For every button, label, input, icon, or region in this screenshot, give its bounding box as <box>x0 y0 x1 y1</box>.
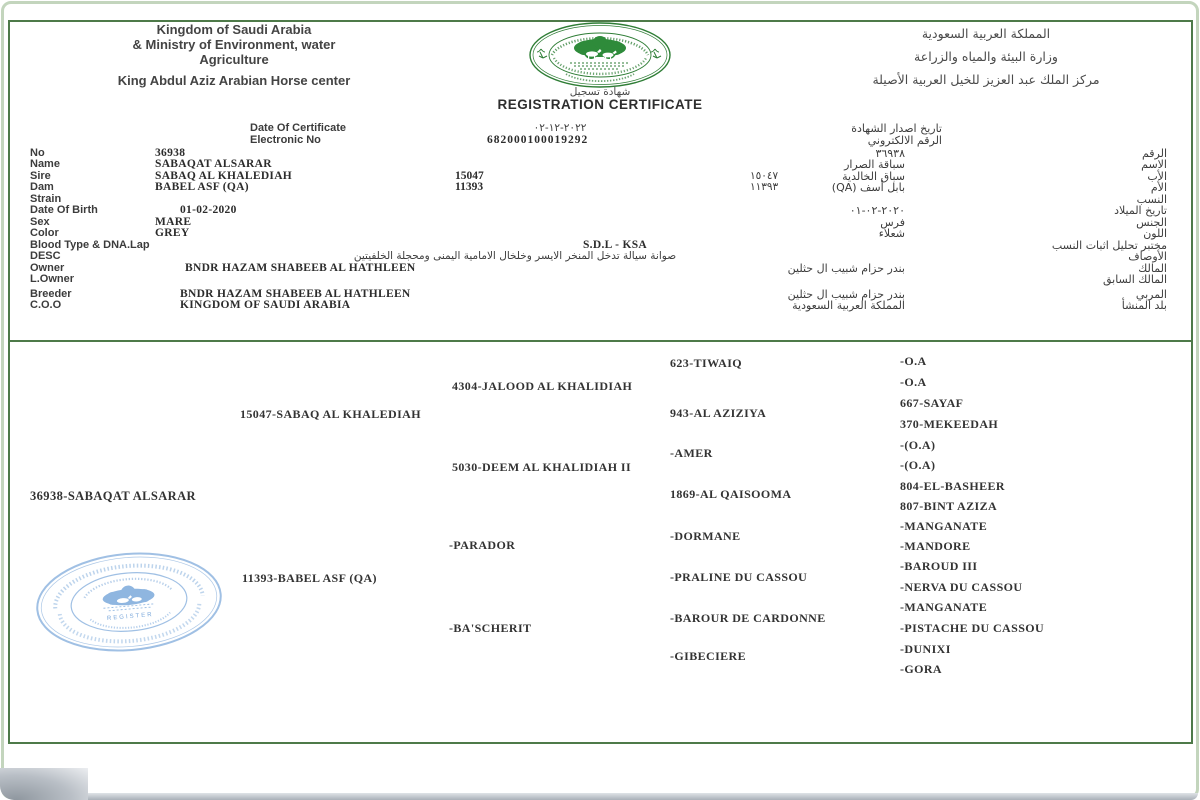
field-value-ar: ٢٠٢٠-٠٢-٠١ <box>849 204 905 217</box>
center-emblem-logo <box>528 22 672 88</box>
field-label: Sex <box>30 216 50 228</box>
field-value-ar: سباق الخالدية <box>842 170 905 183</box>
field-label: DESC <box>30 250 61 262</box>
field-label-ar: الأم <box>1150 181 1167 194</box>
field-label-ar: الجنس <box>1136 216 1167 229</box>
cert-electronic-row <box>0 134 1200 146</box>
pedigree-gen5-node: 807-BINT AZIZA <box>900 499 998 513</box>
field-value: KINGDOM OF SAUDI ARABIA <box>180 299 351 311</box>
info-row-coo <box>0 299 1200 311</box>
pedigree-gen5-node: -GORA <box>900 662 942 676</box>
svg-text:REGISTER: REGISTER <box>106 611 154 622</box>
header-arabic <box>806 22 1166 91</box>
field-value: 36938 <box>155 147 186 159</box>
cert-date-row <box>0 122 1200 134</box>
field-value: 01-02-2020 <box>180 204 237 216</box>
field-value: SABAQ AL KHALEDIAH <box>155 170 293 182</box>
header-en-line1: Kingdom of Saudi Arabia <box>156 22 312 37</box>
pedigree-gen3-node: -PARADOR <box>449 538 516 552</box>
pedigree-gen4-node: 943-AL AZIZIYA <box>670 406 767 420</box>
field-label: C.O.O <box>30 299 62 311</box>
field-label-ar: الأب <box>1147 170 1167 183</box>
field-label: Strain <box>30 193 62 205</box>
pedigree-gen5-node: -DUNIXI <box>900 642 951 656</box>
pedigree-gen5-node: -(O.A) <box>900 438 936 452</box>
pedigree-gen4-node: 1869-AL QAISOOMA <box>670 487 792 501</box>
field-label-ar: مختبر تحليل اثبات النسب <box>1051 239 1167 252</box>
cert-date-label: Date Of Certificate <box>250 122 346 134</box>
header-en-line2: & Ministry of Environment, water <box>132 37 336 52</box>
sire-number-ar: ١٥٠٤٧ <box>750 170 779 182</box>
field-label-ar: الرقم <box>1141 147 1167 160</box>
pedigree-gen5-node: 667-SAYAF <box>900 396 964 410</box>
registration-stamp <box>29 542 229 662</box>
pedigree-gen4-node: -GIBECIERE <box>670 649 747 663</box>
header-en-line3: Agriculture <box>199 52 269 67</box>
dam-number-ar: ١١٣٩٣ <box>750 181 779 193</box>
pedigree-gen3-node: 4304-JALOOD AL KHALIDIAH <box>452 379 633 393</box>
field-value: GREY <box>155 227 190 239</box>
field-value-ar: ٣٦٩٣٨ <box>875 147 905 160</box>
field-value: BNDR HAZAM SHABEEB AL HATHLEEN <box>185 262 416 274</box>
field-label: Owner <box>30 262 65 274</box>
field-label: Sire <box>30 170 51 182</box>
field-value-ar: بابل أسف (QA) <box>831 181 905 194</box>
electronic-no-label: Electronic No <box>250 134 321 146</box>
pedigree-dam: 11393-BABEL ASF (QA) <box>242 571 377 585</box>
pedigree-gen4-node: -PRALINE DU CASSOU <box>670 570 808 584</box>
pedigree-gen5-node: 804-EL-BASHEER <box>900 479 1005 493</box>
field-value-ar: سباقة الصرار <box>844 158 905 171</box>
header-ar-line2: وزارة البيئة والمياه والزراعة <box>914 49 1058 64</box>
pedigree-gen5-node: -(O.A) <box>900 458 936 472</box>
page-bottom-shadow <box>46 793 1198 800</box>
sire-number: 15047 <box>455 170 484 182</box>
certificate-title-arabic: شهادة تسجيل <box>569 86 631 98</box>
field-label-ar: اللون <box>1143 227 1167 240</box>
pedigree-gen5-node: -MANGANATE <box>900 600 988 614</box>
pedigree-gen5-node: -MANDORE <box>900 539 971 553</box>
field-value-ar: فرس <box>880 216 905 229</box>
field-value-ar: شعلاء <box>878 227 905 240</box>
field-value-ar: بندر حزام شبيب ال حثلين <box>787 288 905 301</box>
field-value: SABAQAT ALSARAR <box>155 158 272 170</box>
info-row-dam <box>0 181 1200 193</box>
pedigree-gen5-node: -O.A <box>900 354 927 368</box>
cert-date-label-ar: تاريخ اصدار الشهادة <box>851 122 942 135</box>
info-row-color <box>0 227 1200 239</box>
field-label: Dam <box>30 181 54 193</box>
field-label-ar: الاسم <box>1141 158 1167 171</box>
description-value-ar: صوانة سيالة تدخل المنخر الايسر وخلخال الامامية اليمنى ومحجلة الخلفيتين <box>353 250 677 262</box>
info-row-lowner <box>0 273 1200 285</box>
field-label: Name <box>30 158 60 170</box>
field-label-ar: المالك السابق <box>1102 273 1167 286</box>
field-label-ar: النسب <box>1136 193 1167 206</box>
header-ar-line3: مركز الملك عبد العزيز للخيل العربية الأصيلة <box>872 72 1100 87</box>
pedigree-gen4-node: -DORMANE <box>670 529 741 543</box>
pedigree-gen5-node: -PISTACHE DU CASSOU <box>900 621 1045 635</box>
field-value-ar: المملكة العربية السعودية <box>792 299 905 312</box>
field-label-ar: بلد المنشأ <box>1121 299 1167 312</box>
certificate-title: REGISTRATION CERTIFICATE <box>497 97 703 112</box>
field-label: Breeder <box>30 288 72 300</box>
cert-date-value: ٢٠٢٢-١٢-٠٢ <box>533 122 587 134</box>
pedigree-gen4-node: 623-TIWAIQ <box>670 356 743 370</box>
header-english <box>34 22 434 88</box>
field-label-ar: المربي <box>1135 288 1167 301</box>
pedigree-gen5-node: -O.A <box>900 375 927 389</box>
pedigree-gen3-node: -BA'SCHERIT <box>449 621 532 635</box>
pedigree-gen5-node: -MANGANATE <box>900 519 988 533</box>
field-label: Blood Type & DNA.Lap <box>30 239 150 251</box>
pedigree-sire: 15047-SABAQ AL KHALEDIAH <box>240 407 421 421</box>
pedigree-gen4-node: -BAROUR DE CARDONNE <box>670 611 826 625</box>
dam-number: 11393 <box>455 181 484 193</box>
pedigree-subject: 36938-SABAQAT ALSARAR <box>30 489 196 503</box>
header-en-line4: King Abdul Aziz Arabian Horse center <box>117 73 351 88</box>
info-row-name <box>0 158 1200 170</box>
field-label: Date Of Birth <box>30 204 98 216</box>
pedigree-gen5-node: -NERVA DU CASSOU <box>900 580 1023 594</box>
field-label-ar: المالك <box>1138 262 1167 275</box>
info-row-dob <box>0 204 1200 216</box>
field-value-ar: بندر حزام شبيب ال حثلين <box>787 262 905 275</box>
blood-type-value: S.D.L - KSA <box>582 239 647 251</box>
field-value: MARE <box>155 216 192 228</box>
electronic-no-value: 682000100019292 <box>487 134 589 146</box>
pedigree-gen5-node: 370-MEKEEDAH <box>900 417 999 431</box>
field-label-ar: الأوصاف <box>1128 250 1167 263</box>
field-label-ar: تاريخ الميلاد <box>1114 204 1167 217</box>
section-divider <box>8 340 1193 342</box>
field-value: BNDR HAZAM SHABEEB AL HATHLEEN <box>180 288 411 300</box>
field-label: Color <box>30 227 59 239</box>
header-ar-line1: المملكة العربية السعودية <box>921 26 1051 41</box>
pedigree-gen5-node: -BAROUD III <box>900 559 978 573</box>
field-label: L.Owner <box>30 273 75 285</box>
info-row-desc <box>0 250 1200 262</box>
pedigree-gen4-node: -AMER <box>670 446 713 460</box>
field-value: BABEL ASF (QA) <box>155 181 249 193</box>
field-label: No <box>30 147 45 159</box>
electronic-no-label-ar: الرقم الالكتروني <box>867 134 942 147</box>
pedigree-gen3-node: 5030-DEEM AL KHALIDIAH II <box>452 460 632 474</box>
page-corner-shadow <box>0 768 88 800</box>
